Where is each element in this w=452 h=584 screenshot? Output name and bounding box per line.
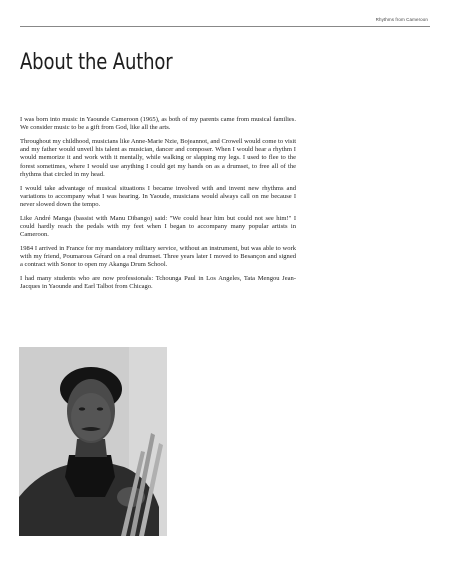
paragraph: 1984 I arrived in France for my mandatory military service, without an instrument, but was able to work with my friend, Poumarous Gérard on a real drumset. Three years later I moved to Besançon and signed a contract with Sonor to open my Akanga Drum School. [20,245,296,269]
paragraph: I was born into music in Yaounde Cameroon (1965), as both of my parents came from musical families. We consider music to be a gift from God, like all the arts. [20,116,296,132]
paragraph: I had many students who are now professionals: Tchounga Paul in Los Angeles, Tata Mengou Jean-Jacques in Yaounde and Earl Talbot from Chicago. [20,275,296,291]
running-header: Rhythms from Cameroon [375,17,428,22]
author-biography [20,116,296,297]
header-rule [20,26,430,27]
page-title: About the Author [20,50,173,75]
author-portrait-image [19,347,167,536]
paragraph: Like André Manga (bassist with Manu Dibango) said: "We could hear him but could not see him!" I could hardly reach the pedals with my feet when I began to accompany many popular artists in Cameroon. [20,214,296,239]
author-photo [19,347,167,536]
paragraph: I would take advantage of musical situations I became involved with and invent new rhythms and variations to accompany what I was hearing. In Yaoude, musicians would always call on me because I never slowed down the tempo. [20,184,296,209]
paragraph: Throughout my childhood, musicians like Anne-Marie Nzie, Bojeannot, and Crowell would come to visit and my father would unveil his talent as musician, dancer and composer. When I would hear a rhythm I would memorize it and work with it mentally, while walking or slapping my legs. I used to flee to the forest sometimes, where I would use anything I could get my hands on as a drumset, to free all of the rhythms that circled in my head. [20,138,297,178]
